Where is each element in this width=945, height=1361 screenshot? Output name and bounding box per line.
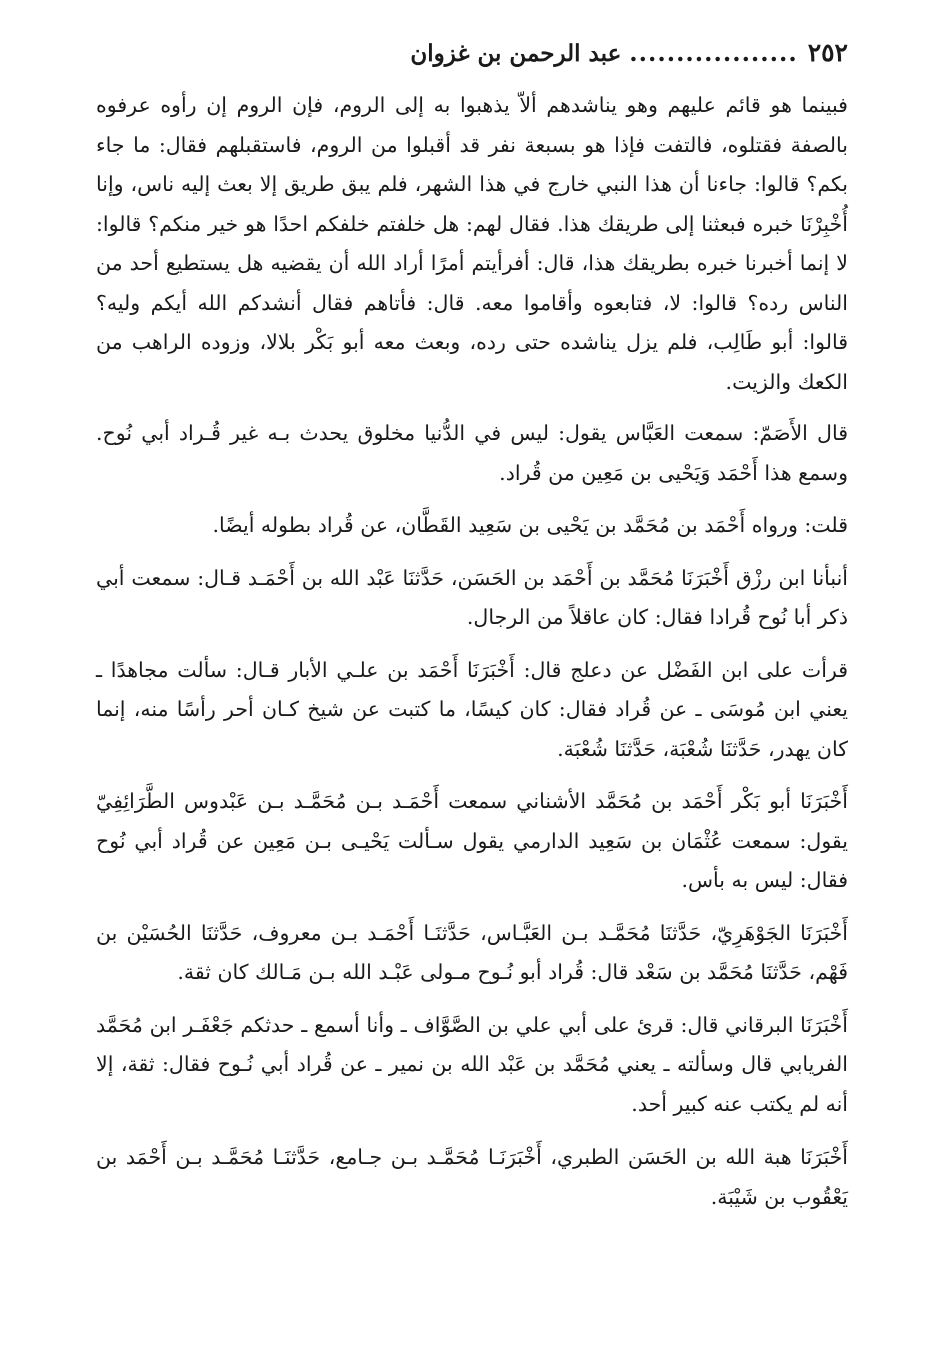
- paragraph-8: أَخْبَرَنَا البرقاني قال: قرئ على أبي علي بن الصَّوَّاف ـ وأنا أسمع ـ حدثكم جَعْفَـر ابن مُحَمَّد الفريابي قال وسألته ـ يعني مُحَمَّد بن عَبْد الله بن نمير ـ عن قُراد أبي نُـوح فقال: ثقة، إلا أنه لم يكتب عنه كبير أحد.: [96, 1012, 848, 1116]
- paragraph-7: أَخْبَرَنَا الجَوْهَرِيّ، حَدَّثنَا مُحَمَّـد بـن العَبَّـاس، حَدَّثنَـا أَحْمَـد بـن معروف، حَدَّثنَا الحُسَيْن بن فَهْم، حَدَّثنَا مُحَمَّد بن سَعْد قال: قُراد أبو نُـوح مـولى عَبْـد الله بـن مَـالك كان ثقة.: [96, 920, 848, 984]
- page-number: ٢٥٢: [807, 38, 848, 67]
- running-title: عبد الرحمن بن غزوان: [410, 40, 622, 67]
- paragraph-1: فبينما هو قائم عليهم وهو يناشدهم ألاّ يذهبوا به إلى الروم، فإن الروم إن رأوه عرفوه بالصفة فقتلوه، فالتفت فإذا هو بسبعة نفر قد أقبلوا من الروم، فاستقبلهم فقال: ما جاء بكم؟ قالوا: جاءنا أن هذا النبي خارج في هذا الشهر، فلم يبق طريق إلا بعث إليه ناس، وإنا أُخْبِرْنَا خبره فبعثنا إلى طريقك هذا. فقال لهم: هل خلفتم خلفكم احدًا هو خير منكم؟ قالوا: لا إنما أخبرنا خبره بطريقك هذا، قال: أفرأيتم أمرًا أراد الله أن يقضيه هل يستطيع أحد من الناس رده؟ قالوا: لا، فتابعوه وأقاموا معه. قال: فأتاهم فقال أنشدكم الله أيكم وليه؟ قالوا: أبو طَالِب، فلم يزل يناشده حتى رده، وبعث معه أبو بَكْر بلالا، وزوده الراهب من الكعك والزيت.: [96, 93, 848, 394]
- paragraph-3: قلت: ورواه أَحْمَد بن مُحَمَّد بن يَحْيى بن سَعِيد القَطَّان، عن قُراد بطوله أيضًا.: [212, 513, 848, 537]
- paragraph-4: أنبأنا ابن رزْق أَخْبَرَنَا مُحَمَّد بن أَحْمَد بن الحَسَن، حَدَّثنَا عَبْد الله بن أَحْمَـد قـال: سمعت أبي ذكر أبا نُوح قُرادا فقال: كان عاقلاً من الرجال.: [96, 565, 848, 629]
- paragraph-6: أَخْبَرَنَا أبو بَكْر أَحْمَد بن مُحَمَّد الأشناني سمعت أَحْمَـد بـن مُحَمَّـد بـن عَبْدوس الطَّرَائِفِيّ يقول: سمعت عُثْمَان بن سَعِيد الدارمي يقول سـألت يَحْيـى بـن مَعِين عن قُراد أبي نُوح فقال: ليس به بأس.: [96, 789, 848, 892]
- header-dot-leader: ..................: [629, 38, 798, 67]
- paragraph-9: أَخْبَرَنَا هبة الله بن الحَسَن الطبري، أَخْبَرَنَـا مُحَمَّـد بـن جـامع، حَدَّثنَـا مُحَمَّـد بـن أَحْمَد بن يَعْقُوب بن شَيْبَة.: [96, 1145, 848, 1209]
- book-page: [96, 38, 848, 1230]
- paragraph-2: قال الأَصَمّ: سمعت العَبَّاس يقول: ليس في الدُّنيا مخلوق يحدث بـه غير قُـراد أبي نُوح. وسمع هذا أَحْمَد وَيَحْيى بن مَعِين من قُراد.: [96, 421, 848, 485]
- paragraph-5: قرأت على ابن الفَضْل عن دعلج قال: أَخْبَرَنَا أَحْمَد بن علـي الأبار قـال: سألت مجاهدًا ـ يعني ابن مُوسَى ـ عن قُراد فقال: كان كيسًا، ما كتبت عن شيخ كـان أحر رأسًا منه، إنما كان يهدر، حَدَّثنَا شُعْبَة، حَدَّثنَا شُعْبَة.: [96, 657, 848, 761]
- page-header: [96, 38, 848, 86]
- page-body: [96, 86, 848, 1217]
